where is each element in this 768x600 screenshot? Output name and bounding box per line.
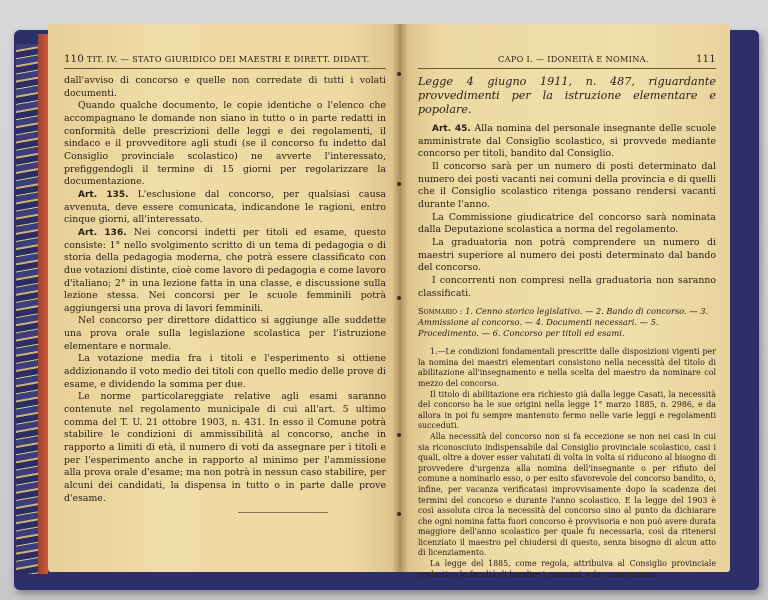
- paragraph-text: I concorrenti non compresi nella graduatoria non saranno classificati.: [418, 274, 716, 299]
- paragraph: [64, 75, 386, 100]
- paragraph: [64, 100, 386, 189]
- sommario-text: 1. Cenno storico legislativo. — 2. Bando di concorso. — 3. Ammissione al concorso. — 4. Documenti necessari. — 5. Procedimento. — 6. Concorso per titoli ed esami.: [418, 306, 709, 339]
- footer-rule: [238, 512, 328, 513]
- paragraph: [64, 315, 386, 353]
- paragraph-text: La graduatoria non potrà comprendere un numero di maestri superiore al numero dei posti determinato dal bando del concorso.: [418, 236, 716, 274]
- note-paragraph: Alla necessità del concorso non si fa eccezione se non nei casi in cui sia riconosciuto indispensabile dal Consiglio provinciale scolastico, casi i quali, oltre a dover esser valutati di volta in volta si riducono al bisogno di provvedere d'urgenza alla nomina dell'insegnante o per rifiuto del comune a nominarlo esso, o per esito sfavorevole del concorso bandito, o, infine, per vacanza verificatasi improvvisamente dopo la scadenza dei termini del concorso e durante l'anno scolastico. E la legge del 1903 è così assoluta circa la necessità del concorso sino al punto da dichiarare che ogni nomina fatta fuori concorso è provvisoria e non può avere durata maggiore dell'anno scolastico per quale fu necessaria, così da ritenersi licenziato il maestro pel chiudersi di questo, senza bisogno di alcun atto di licenziamento.: [418, 431, 716, 558]
- paragraph: [418, 161, 716, 212]
- paragraph: [64, 391, 386, 505]
- right-page-number: 111: [696, 54, 716, 65]
- paragraph: [64, 189, 386, 227]
- paragraph-text: Nei concorsi indetti per titoli ed esame, questo consiste: 1° nello svolgimento scritto di un tema di pedagogia o di storia della pedagogia moderna, che potrà essere classificato con due votazioni distinte, cioè come lavoro di pedagogia e come lavoro d'italiano; 2° in una lezione fatta in una classe, e discussione sulla lezione stessa. Nei concorsi per le scuole femminili potrà aggiungersi una prova di lavori femminili.: [64, 226, 386, 314]
- binding-stitch: [397, 182, 401, 186]
- left-page-number: 110: [64, 54, 84, 65]
- right-running-head: [418, 54, 716, 69]
- article-number: Art. 136.: [78, 227, 127, 238]
- note-paragraph: La legge del 1885, come regola, attribuiva al Consiglio provinciale scolastico la facoltà di bandire i concorsi, e la conseguenza: [418, 559, 716, 579]
- paragraph-text: Alla nomina del personale insegnante delle scuole amministrate dal Consiglio scolastico, si provvede mediante concorso per titoli, bandito dal Consiglio.: [418, 123, 716, 160]
- binding-stitch: [397, 512, 401, 516]
- article-number: Art. 135.: [78, 189, 129, 200]
- paragraph-text: Le norme particolareggiate relative agli esami saranno contenute nel regolamento municipale di cui all'art. 5 ultimo comma del T. U. 21 ottobre 1903, n. 431. In esso il Comune potrà stabilire le condizioni di ammissibilità al concorso, anche in rapporto a limiti di età, il numero di voti da assegnare per i titoli e per l'esperimento anche in rapporto al minimo per l'ammissione alla prova orale d'esame; ma non potrà in nessun caso stabilire, per alcuni dei candidati, la dispensa in tutto o in parte dalle prove d'esame.: [64, 391, 386, 504]
- sommario: [418, 306, 716, 339]
- paragraph-text: Quando qualche documento, le copie identiche o l'elenco che accompagnano le domande non siano in tutto o in parte redatti in conformità delle prescrizioni delle leggi e dei regolamenti, il sindaco e il provveditore agli studi (se il concorso fu indetto dal Consiglio provinciale scolastico) ne avverte l'interessato, prefiggendogli il termine di 15 giorni per regolarizzare la documentazione.: [64, 100, 386, 188]
- paragraph: [64, 353, 386, 391]
- article-number: Art. 45.: [432, 124, 471, 134]
- right-running-title: CAPO I. — IDONEITÀ E NOMINA.: [498, 54, 649, 64]
- left-running-head: [64, 54, 386, 69]
- paragraph-text: La votazione media fra i titoli e l'esperimento si ottiene addizionando il voto medio dei titoli con quello medio delle prove di esame, e dividendo la somma per due.: [64, 353, 386, 390]
- right-page-body: [418, 123, 716, 300]
- paragraph: [418, 212, 716, 237]
- law-title: Legge 4 giugno 1911, n. 487, riguardante provvedimenti per la istruzione elementare e popolare.: [418, 75, 716, 116]
- binding-stitch: [397, 72, 401, 76]
- left-page-body: [64, 75, 386, 505]
- left-running-title: TIT. IV. — STATO GIURIDICO DEI MAESTRI E DIRETT. DIDATT.: [86, 54, 370, 64]
- right-page: [400, 24, 730, 579]
- paragraph: [418, 237, 716, 275]
- note-paragraph: Il titolo di abilitazione era richiesto già dalla legge Casati, la necessità del concorso ha le sue origini nella legge 1° marzo 1885, n. 2986, e da allora in poi fu sempre mantenuto fermo nelle varie leggi e regolamenti succeduti.: [418, 389, 716, 431]
- paragraph-text: Il concorso sarà per un numero di posti determinato dal numero dei posti vacanti nei comuni della provincia e di quelli che il Consiglio scolastico ritenga possano rendersi vacanti durante l'anno.: [418, 160, 716, 210]
- binding-stitch: [397, 433, 401, 437]
- paragraph: [418, 123, 716, 161]
- binding-stitch: [397, 296, 401, 300]
- paragraph: [418, 275, 716, 300]
- red-page-edge: [38, 34, 48, 574]
- left-page: [48, 24, 400, 572]
- paragraph-text: Nel concorso per direttore didattico si aggiunge alle suddette una prova orale sulla legislazione scolastica per l'istruzione elementare e normale.: [64, 315, 386, 352]
- note-paragraph: 1.—Le condizioni fondamentali prescritte dalle disposizioni vigenti per la nomina dei maestri elementari consistono nella necessità del titolo di abilitazione all'insegnamento e nella scelta del maestro da nominare col mezzo del concorso.: [418, 347, 716, 388]
- sommario-label: Sommario :: [418, 306, 463, 317]
- commentary-notes: [418, 347, 716, 580]
- paragraph-text: La Commissione giudicatrice del concorso sarà nominata dalla Deputazione scolastica a norma del regolamento.: [418, 211, 716, 236]
- paragraph-text: dall'avviso di concorso e quelle non corredate di tutti i volati documenti.: [64, 75, 386, 99]
- paragraph-text: L'esclusione dal concorso, per qualsiasi causa avvenuta, deve essere comunicata, indicandone le ragioni, entro cinque giorni, all'interessato.: [64, 188, 386, 226]
- paragraph: [64, 227, 386, 316]
